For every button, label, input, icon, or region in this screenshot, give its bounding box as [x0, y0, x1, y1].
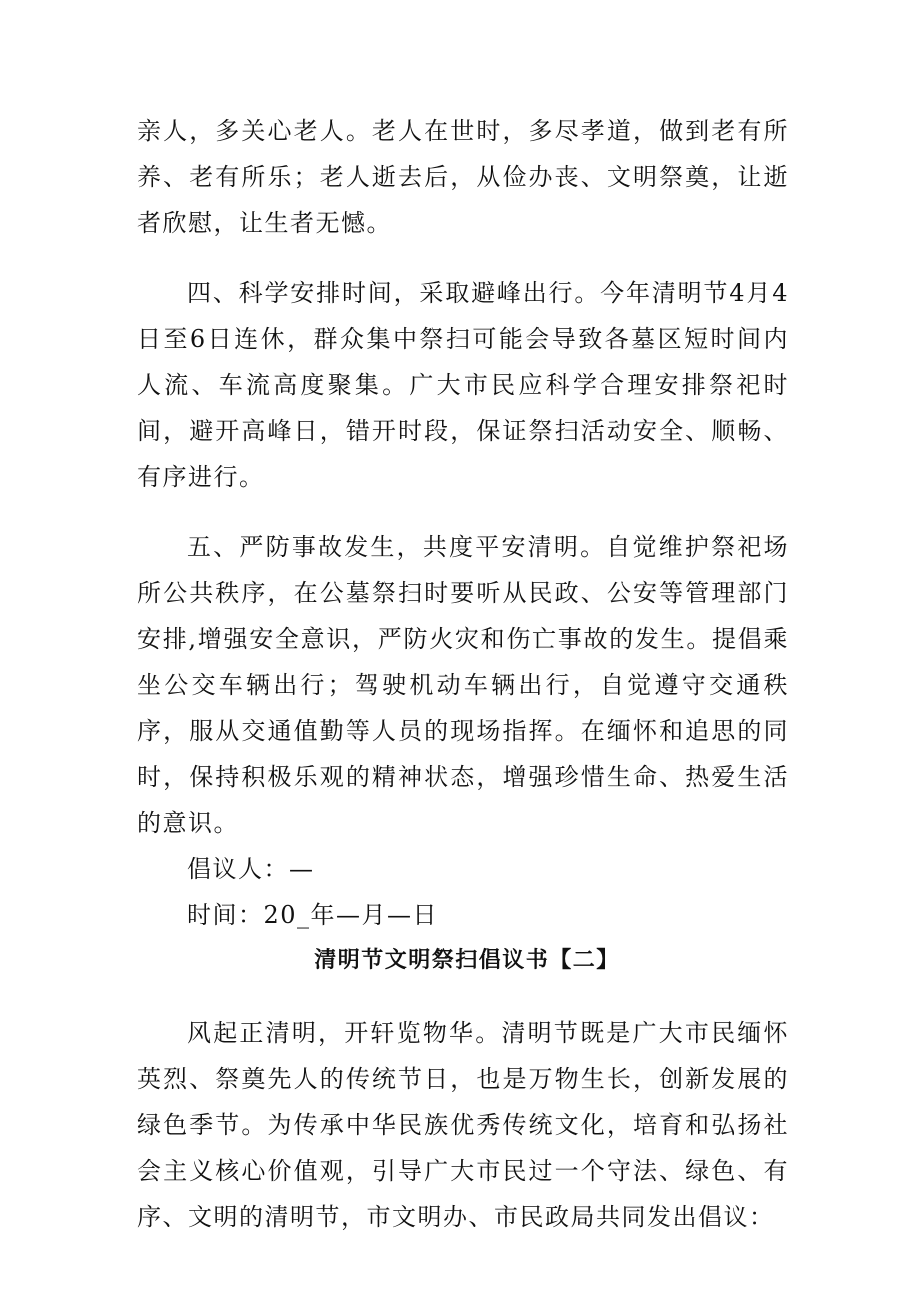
- continuation-paragraph: 亲人，多关心老人。老人在世时，多尽孝道，做到老有所养、老有所乐；老人逝去后，从俭办丧、文明祭奠，让逝者欣慰，让生者无憾。: [137, 117, 789, 237]
- section-five-paragraph: 五、严防事故发生，共度平安清明。自觉维护祭祀场所公共秩序，在公墓祭扫时要听从民政、公安等管理部门安排,增强安全意识，严防火灾和伤亡事故的发生。提倡乘坐公交车辆出行；驾驶机动车辆出行，自觉遵守交通秩序，服从交通值勤等人员的现场指挥。在缅怀和追思的同时，保持积极乐观的精神状态，增强珍惜生命、热爱生活的意识。: [137, 533, 789, 837]
- section-heading: 清明节文明祭扫倡议书【二】: [314, 948, 620, 973]
- proposer-line: 倡议人：—: [187, 855, 315, 883]
- date-line: 时间：20_年—月—日: [187, 901, 439, 929]
- section-four-paragraph: 四、科学安排时间，采取避峰出行。今年清明节4月4日至6日连休，群众集中祭扫可能会导致各墓区短时间内人流、车流高度聚集。广大市民应科学合理安排祭祀时间，避开高峰日，错开时段，保证祭扫活动安全、顺畅、有序进行。: [137, 279, 789, 491]
- document-body: [137, 108, 789, 1240]
- intro-paragraph: 风起正清明，开轩览物华。清明节既是广大市民缅怀英烈、祭奠先人的传统节日，也是万物生长，创新发展的绿色季节。为传承中华民族优秀传统文化，培育和弘扬社会主义核心价值观，引导广大市民过一个守法、绿色、有序、文明的清明节，市文明办、市民政局共同发出倡议：: [137, 1019, 789, 1231]
